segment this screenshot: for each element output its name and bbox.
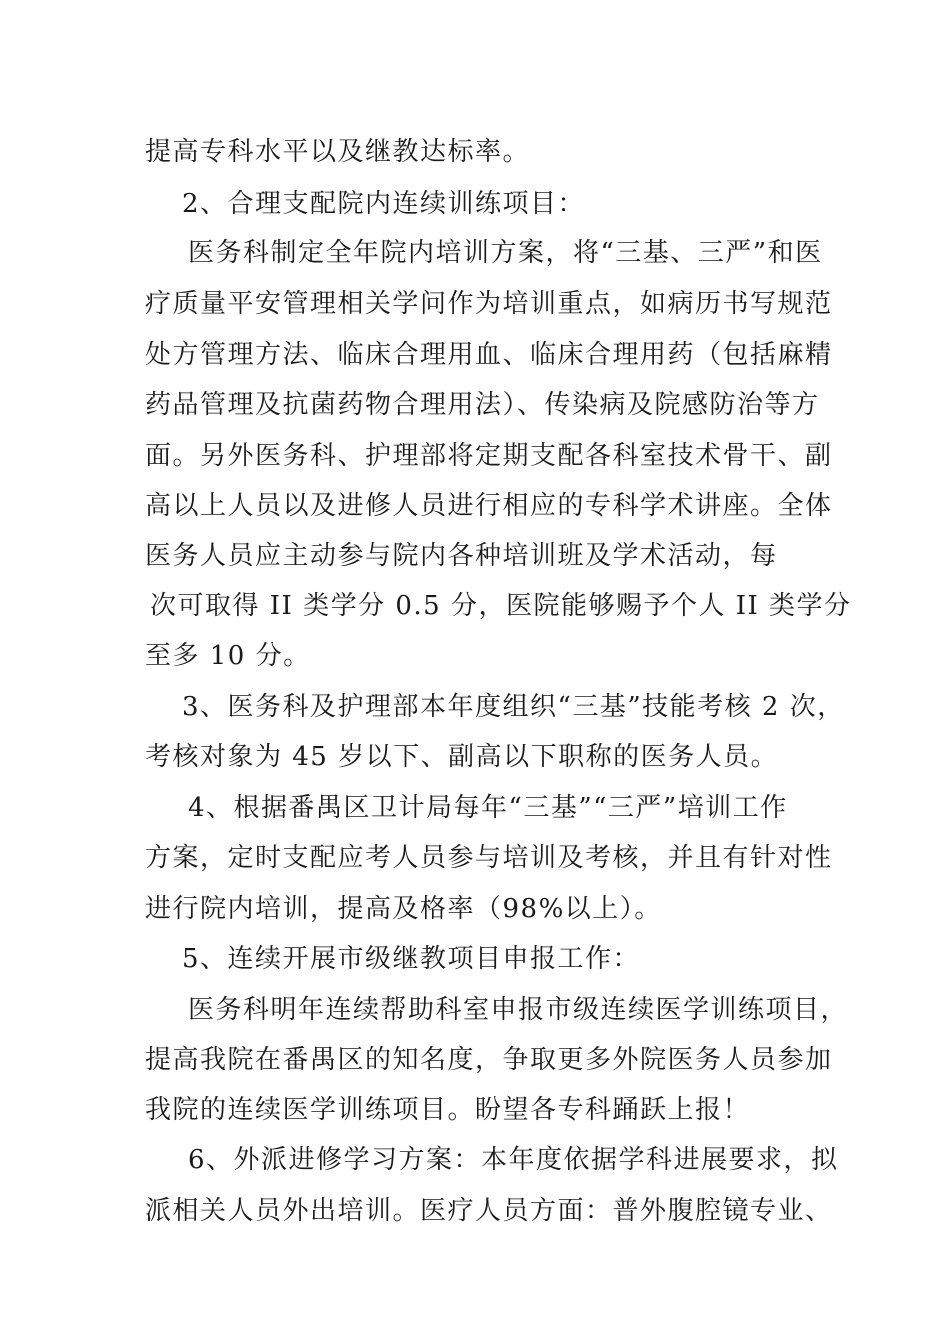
text-line: 6、外派进修学习方案：本年度依据学科进展要求，拟	[188, 1145, 839, 1175]
text-line: 提高专科水平以及继教达标率。	[145, 137, 531, 167]
text-line: 4、根据番禺区卫计局每年“三基”“三严”培训工作	[188, 793, 788, 823]
text-line: 至多 10 分。	[145, 641, 311, 671]
text-line: 医务科制定全年院内培训方案，将“三基、三严”和医	[188, 238, 823, 268]
text-line: 5、连续开展市级继教项目申报工作：	[182, 944, 641, 974]
text-line: 高以上人员以及进修人员进行相应的专科学术讲座。全体	[145, 491, 833, 521]
text-line: 疗质量平安管理相关学问作为培训重点，如病历书写规范	[145, 289, 833, 319]
text-line: 3、医务科及护理部本年度组织“三基”技能考核 2 次，	[182, 692, 845, 722]
text-line: 药品管理及抗菌药物合理用法）、传染病及院感防治等方	[145, 390, 820, 420]
text-line: 提高我院在番禺区的知名度，争取更多外院医务人员参加	[145, 1045, 833, 1075]
text-line: 次可取得 II 类学分 0.5 分，医院能够赐予个人 II 类学分	[150, 591, 852, 621]
text-line: 方案，定时支配应考人员参与培训及考核，并且有针对性	[145, 843, 833, 873]
text-line: 面。另外医务科、护理部将定期支配各科室技术骨干、副	[145, 441, 833, 471]
text-line: 医务科明年连续帮助科室申报市级连续医学训练项目，	[188, 995, 849, 1025]
text-line: 进行院内培训，提高及格率（98%以上）。	[145, 894, 662, 924]
text-line: 2、合理支配院内连续训练项目：	[182, 189, 586, 219]
text-line: 医务人员应主动参与院内各种培训班及学术活动，每	[145, 541, 778, 571]
text-line: 考核对象为 45 岁以下、副高以下职称的医务人员。	[145, 742, 779, 772]
text-line: 派相关人员外出培训。医疗人员方面：普外腹腔镜专业、	[145, 1196, 833, 1226]
text-line: 处方管理方法、临床合理用血、临床合理用药（包括麻精	[145, 340, 833, 370]
text-line: 我院的连续医学训练项目。盼望各专科踊跃上报！	[145, 1095, 751, 1125]
